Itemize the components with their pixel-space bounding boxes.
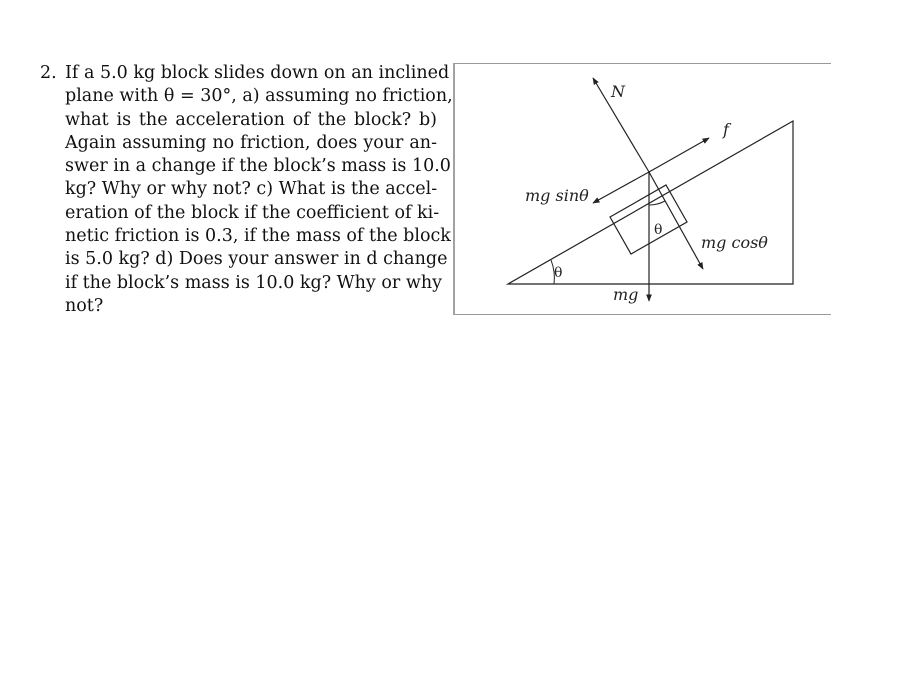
problem-line: kg? Why or why not? c) What is the accel- (65, 179, 438, 200)
weight-label: mg (613, 285, 639, 304)
problem-line: eration of the block if the coefficient of ki- (65, 202, 440, 223)
parallel-component-label: mg sinθ (525, 186, 589, 205)
incline-diagram-svg (453, 63, 831, 315)
problem-line: swer in a change if the block’s mass is 10.0 (65, 156, 451, 177)
perpendicular-component-label: mg cosθ (701, 233, 768, 252)
incline-diagram (453, 63, 831, 315)
problem-line: not? (65, 295, 104, 316)
problem-line: If a 5.0 kg block slides down on an inclined (65, 63, 450, 83)
friction-label: f (723, 120, 729, 139)
problem-line: plane with θ = 30°, a) assuming no friction, (65, 86, 453, 107)
normal-force-label: N (611, 82, 625, 101)
parallel-component-arrow (593, 172, 649, 203)
friction-arrow (649, 138, 709, 172)
problem-line: what is the acceleration of the block? b) (65, 109, 437, 130)
problem-number: 2. (40, 63, 57, 83)
problem-line: Again assuming no friction, does your an- (65, 132, 437, 153)
problem-text (65, 62, 453, 318)
perpendicular-component-arrow (649, 172, 703, 269)
problem-line: if the block’s mass is 10.0 kg? Why or why (65, 272, 442, 293)
incline-angle-label: θ (554, 265, 563, 281)
problem-line: netic friction is 0.3, if the mass of the block (65, 226, 451, 247)
problem-line: is 5.0 kg? d) Does your answer in d change (65, 249, 448, 270)
block-angle-label: θ (654, 222, 663, 238)
